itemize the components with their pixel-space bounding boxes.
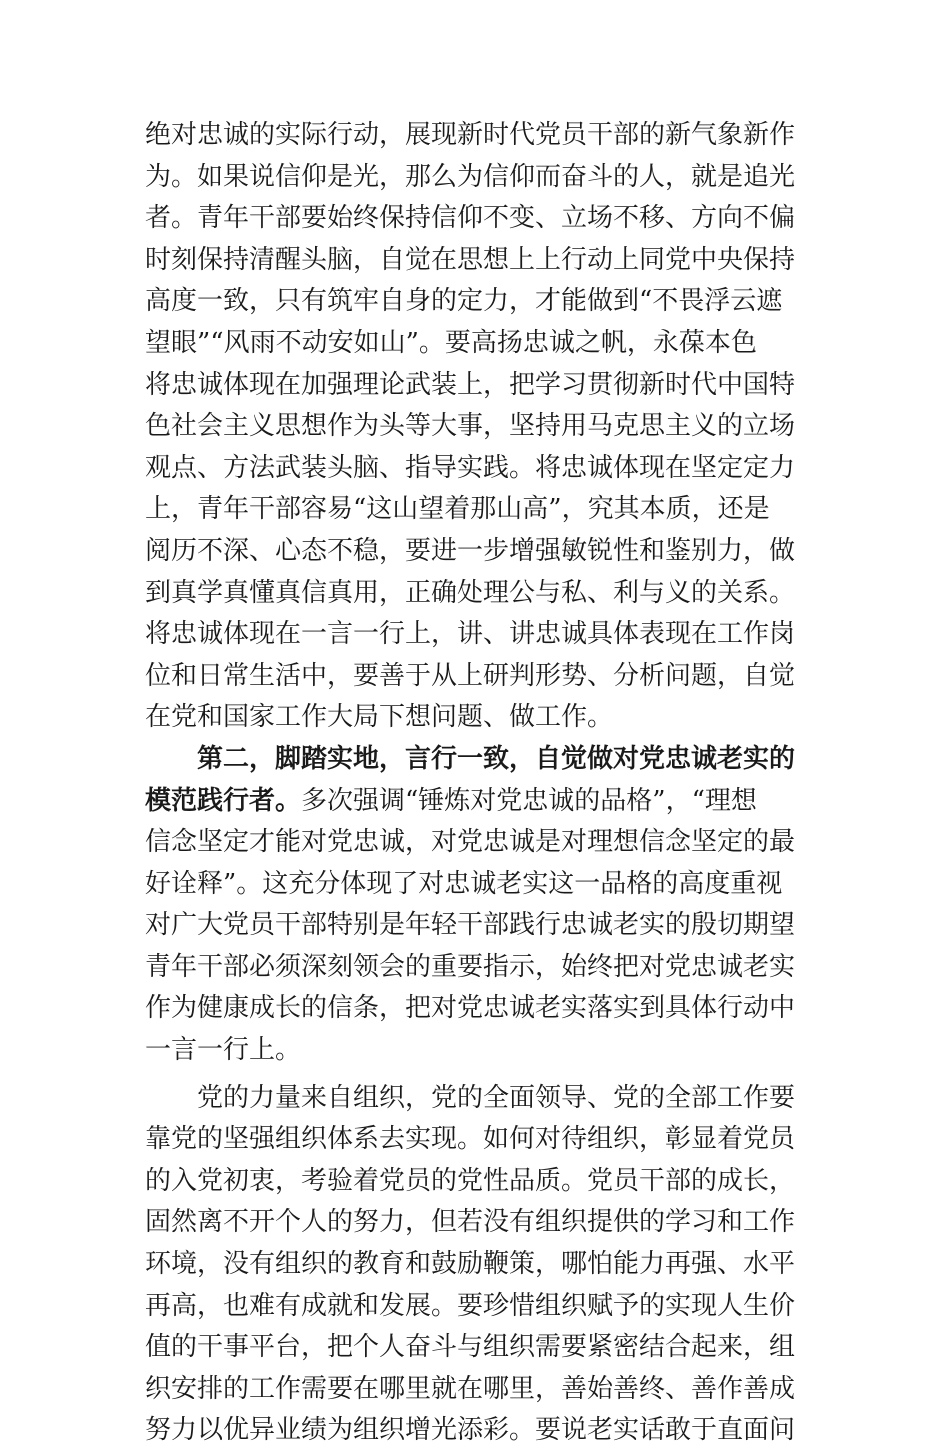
text-line: 高度一致，只有筑牢自身的定力，才能做到“不畏浮云遮 — [145, 286, 783, 317]
paragraph-3 — [145, 1078, 810, 1452]
text-line: 信念坚定才能对党忠诚，对党忠诚是对理想信念坚定的最 — [145, 827, 796, 858]
text-line: 青年干部必须深刻领会的重要指示，始终把对党忠诚老实 — [145, 951, 796, 982]
text-line: 固然离不开个人的努力，但若没有组织提供的学习和工作 — [145, 1207, 796, 1238]
text-line: 望眼”“风雨不动安如山”。要高扬忠诚之帆，永葆本色 — [145, 327, 757, 358]
section-heading-continued: 模范践行者。 — [145, 785, 302, 816]
text-line: 努力以优异业绩为组织增光添彩。要说老实话敢于直面问 — [145, 1415, 796, 1446]
text-line: 位和日常生活中，要善于从上研判形势、分析问题，自觉 — [145, 660, 796, 691]
text-line: 好诠释”。这充分体现了对忠诚老实这一品格的高度重视 — [145, 868, 783, 899]
text-line: 阅历不深、心态不稳，要进一步增强敏锐性和鉴别力，做 — [145, 535, 796, 566]
text-line: 将忠诚体现在一言一行上，讲、讲忠诚具体表现在工作岗 — [145, 619, 796, 650]
text-line: 绝对忠诚的实际行动，展现新时代党员干部的新气象新作 — [145, 120, 796, 150]
text-line: 到真学真懂真信真用，正确处理公与私、利与义的关系。 — [145, 577, 796, 608]
section-heading: 第二，脚踏实地，言行一致，自觉做对党忠诚老实的 — [197, 743, 796, 774]
text-line: 色社会主义思想作为头等大事，坚持用马克思主义的立场 — [145, 411, 796, 442]
text-line: 作为健康成长的信条，把对党忠诚老实落实到具体行动中 — [145, 993, 796, 1024]
paragraph-2 — [145, 739, 810, 1072]
text-line: 观点、方法武装头脑、指导实践。将忠诚体现在坚定定力 — [145, 452, 796, 483]
text-line: 上，青年干部容易“这山望着那山高”，究其本质，还是 — [145, 494, 770, 525]
paragraph-1 — [145, 115, 810, 739]
text-line: 靠党的坚强组织体系去实现。如何对待组织，彰显着党员 — [145, 1124, 796, 1155]
text-line: 的入党初衷，考验着党员的党性品质。党员干部的成长， — [145, 1165, 796, 1196]
text-line: 者。青年干部要始终保持信仰不变、立场不移、方向不偏 — [145, 203, 796, 234]
text-span: 多次强调“锤炼对党忠诚的品格”，“理想 — [301, 785, 757, 816]
text-line: 将忠诚体现在加强理论武装上，把学习贯彻新时代中国特 — [145, 369, 796, 400]
text-line: 一言一行上。 — [145, 1035, 302, 1066]
text-line: 环境，没有组织的教育和鼓励鞭策，哪怕能力再强、水平 — [145, 1249, 796, 1280]
text-line: 对广大党员干部特别是年轻干部践行忠诚老实的殷切期望 — [145, 910, 796, 941]
text-line: 织安排的工作需要在哪里就在哪里，善始善终、善作善成 — [145, 1373, 796, 1404]
text-line: 再高，也难有成就和发展。要珍惜组织赋予的实现人生价 — [145, 1290, 796, 1321]
text-line — [145, 781, 810, 823]
text-line: 在党和国家工作大局下想问题、做工作。 — [145, 702, 614, 733]
text-line: 为。如果说信仰是光，那么为信仰而奋斗的人，就是追光 — [145, 161, 796, 192]
body-text — [145, 115, 810, 1452]
text-line: 值的干事平台，把个人奋斗与组织需要紧密结合起来，组 — [145, 1332, 796, 1363]
text-line: 党的力量来自组织，党的全面领导、党的全部工作要 — [197, 1082, 796, 1113]
text-line: 时刻保持清醒头脑，自觉在思想上上行动上同党中央保持 — [145, 244, 796, 275]
